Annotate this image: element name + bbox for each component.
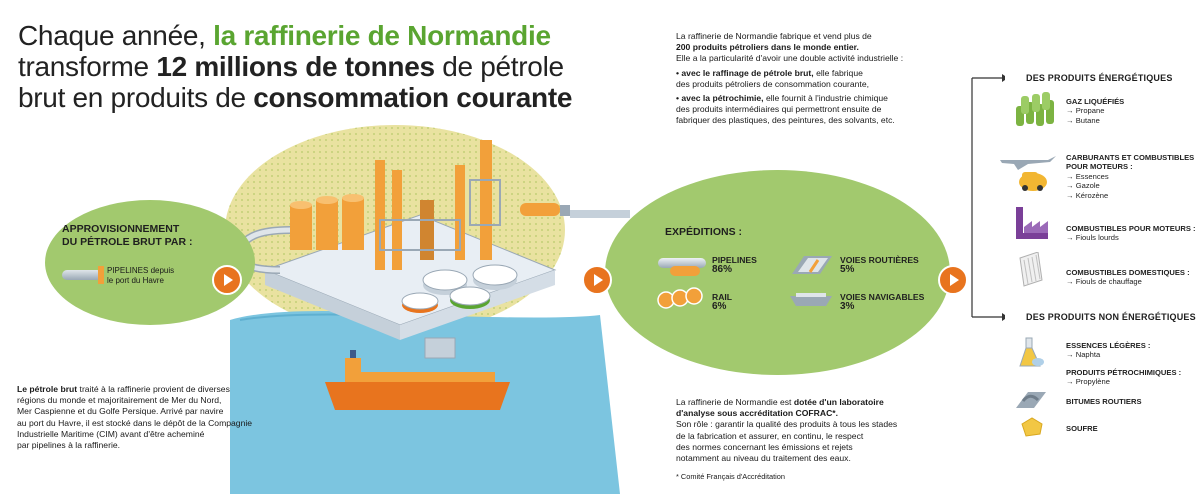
gas-sub-label: Butane [1075, 115, 1100, 125]
expedition-rail [712, 292, 732, 312]
lab-text [676, 397, 956, 482]
headline [18, 20, 578, 113]
intro-line: des produits pétroliers de consommation courante, [676, 78, 869, 89]
supply-title-line: DU PÉTROLE BRUT PAR : [62, 236, 193, 248]
expedition-label: VOIES NAVIGABLES [840, 292, 925, 302]
plane-car-icon [998, 150, 1058, 194]
engine-fuel-name: COMBUSTIBLES POUR MOTEURS : [1066, 224, 1196, 233]
lab-line: notamment au niveau du traitement des eaux. [676, 453, 851, 464]
intro-line: des produits intermédiaires qui permettront ensuite de [676, 104, 882, 115]
intro-bullet: • avec la pétrochimie, [676, 93, 764, 104]
lab-bold: d'analyse sous accréditation COFRAC*. [676, 408, 839, 419]
sulfur-icon [1018, 416, 1044, 438]
engine-fuel-sub: → Fiouls lourds [1066, 233, 1119, 243]
bitumen-product: BITUMES ROUTIERS [1066, 397, 1142, 406]
domestic-fuel-product [1066, 268, 1190, 287]
expedition-value: 6% [712, 301, 727, 312]
supply-pipeline-text [107, 266, 174, 286]
petrochemical-sub: → Propylène [1066, 377, 1110, 387]
gas-sub: → Butane [1066, 115, 1100, 125]
expedition-road [840, 255, 919, 275]
light-gasoline-name: ESSENCES LÉGÈRES : [1066, 341, 1151, 350]
crude-line: régions du monde et majoritairement de Mer du Nord, [17, 395, 222, 406]
fuel-sub-label: Gazole [1075, 181, 1100, 191]
gas-name: GAZ LIQUÉFIÉS [1066, 97, 1125, 106]
intro-text [676, 31, 956, 127]
pipelines-icon-part [670, 266, 700, 276]
pipeline-joint-icon [98, 266, 104, 284]
energy-title: DES PRODUITS ÉNERGÉTIQUES [1026, 73, 1173, 83]
lab-footnote: * Comité Français d'Accréditation [676, 472, 786, 482]
headline-part: brut en produits de [18, 82, 254, 113]
expedition-value: 5% [840, 264, 855, 275]
crude-line: au port du Havre, il est stocké dans le dépôt de la Compagnie [17, 417, 253, 428]
fuel-sub: → Essences [1066, 171, 1109, 181]
petrochemical-product [1066, 368, 1181, 387]
headline-consumption: consommation courante [253, 82, 573, 113]
headline-refinery: la raffinerie de Normandie [213, 20, 551, 51]
crude-rest: traité à la raffinerie provient de diverses [77, 384, 230, 394]
petrochemical-sub-label: Propylène [1075, 377, 1110, 387]
fuel-product [1066, 153, 1194, 200]
intro-line: La raffinerie de Normandie fabrique et vend plus de [676, 31, 872, 41]
lab-line: La raffinerie de Normandie est [676, 397, 794, 407]
intro-bullet: • avec le raffinage de pétrole brut, [676, 67, 814, 78]
play-arrow-icon [582, 265, 612, 295]
products-bracket [960, 70, 1005, 440]
intro-line: fabriquer des plastiques, des peintures, des solvants, etc. [676, 115, 895, 126]
gas-sub-label: Propane [1075, 106, 1105, 116]
engine-fuel-sub-label: Fiouls lourds [1075, 233, 1119, 243]
lab-line: Son rôle : garantir la qualité des produits à tous les stades [676, 419, 898, 430]
flask-icon [1012, 336, 1048, 372]
lab-bold: dotée d'un laboratoire [793, 397, 884, 407]
expedition-label: RAIL [712, 292, 733, 302]
crude-text [17, 384, 277, 451]
supply-title-line: APPROVISIONNEMENT [62, 223, 180, 235]
nonenergy-title: DES PRODUITS NON ÉNERGÉTIQUES [1026, 312, 1196, 322]
sulfur-product: SOUFRE [1066, 424, 1098, 433]
light-gasoline-sub: → Naphta [1066, 350, 1101, 360]
light-gasoline-product [1066, 341, 1150, 360]
barge-icon [788, 290, 834, 310]
domestic-fuel-sub: → Fiouls de chauffage [1066, 277, 1142, 287]
factory-icon [1014, 205, 1050, 241]
expedition-waterway [840, 292, 924, 312]
supply-pipeline-line: PIPELINES depuis [107, 266, 175, 275]
pipeline-icon [62, 270, 102, 280]
engine-fuel-product [1066, 224, 1196, 243]
supply-pipeline-line: le port du Havre [107, 276, 164, 285]
petrochemical-name: PRODUITS PÉTROCHIMIQUES : [1066, 368, 1182, 377]
crude-bold: Le pétrole brut [17, 384, 78, 394]
headline-part: Chaque année, [18, 20, 214, 51]
crude-line: par pipelines à la raffinerie. [17, 440, 121, 451]
gas-cylinders-icon [1012, 92, 1056, 132]
expeditions-title: EXPÉDITIONS : [665, 226, 743, 238]
rail-icon [656, 287, 706, 313]
asphalt-icon [1014, 388, 1048, 414]
tanker-truck [520, 203, 570, 216]
crude-line: Industrielle Maritime (CIM) avant d'être acheminé [17, 428, 205, 439]
expedition-label: VOIES ROUTIÈRES [840, 255, 919, 265]
play-arrow-icon [212, 265, 242, 295]
road-icon [790, 252, 834, 278]
expedition-value: 3% [840, 301, 855, 312]
lab-line: de la fabrication et assurer, en continu, le respect [676, 430, 864, 441]
radiator-icon [1016, 252, 1046, 288]
fuel-name: CARBURANTS ET COMBUSTIBLES [1066, 153, 1195, 162]
intro-line: 200 produits pétroliers dans le monde entier. [676, 42, 859, 53]
headline-part: transforme [18, 51, 157, 82]
intro-bullet-rest: elle fabrique [813, 67, 863, 78]
headline-part: de pétrole [434, 51, 564, 82]
storage-tanks [290, 194, 364, 250]
expedition-value: 86% [712, 264, 733, 275]
fuel-sub-label: Kérozène [1075, 190, 1109, 200]
light-gasoline-sub-label: Naphta [1075, 350, 1101, 360]
supply-title [62, 223, 192, 249]
fuel-name: POUR MOTEURS : [1066, 162, 1133, 172]
headline-tonnes: 12 millions de tonnes [156, 51, 435, 82]
fuel-sub: → Gazole [1066, 181, 1100, 191]
gas-product [1066, 97, 1124, 125]
gas-sub: → Propane [1066, 106, 1105, 116]
intro-bullet-rest: elle fournit à l'industrie chimique [763, 93, 888, 104]
crude-line: Mer Caspienne et du Golfe Persique. Arrivé par navire [17, 406, 224, 417]
fuel-sub-label: Essences [1075, 171, 1109, 181]
intro-line: Elle a la particularité d'avoir une double activité industrielle : [676, 53, 904, 64]
fuel-sub: → Kérozène [1066, 190, 1109, 200]
domestic-fuel-sub-label: Fiouls de chauffage [1075, 277, 1142, 287]
expedition-pipelines [712, 255, 757, 275]
lab-line: des normes concernant les émissions et rejets [676, 441, 853, 452]
supply-blob [45, 200, 255, 325]
expedition-label: PIPELINES [712, 255, 757, 265]
domestic-fuel-name: COMBUSTIBLES DOMESTIQUES : [1066, 268, 1190, 277]
